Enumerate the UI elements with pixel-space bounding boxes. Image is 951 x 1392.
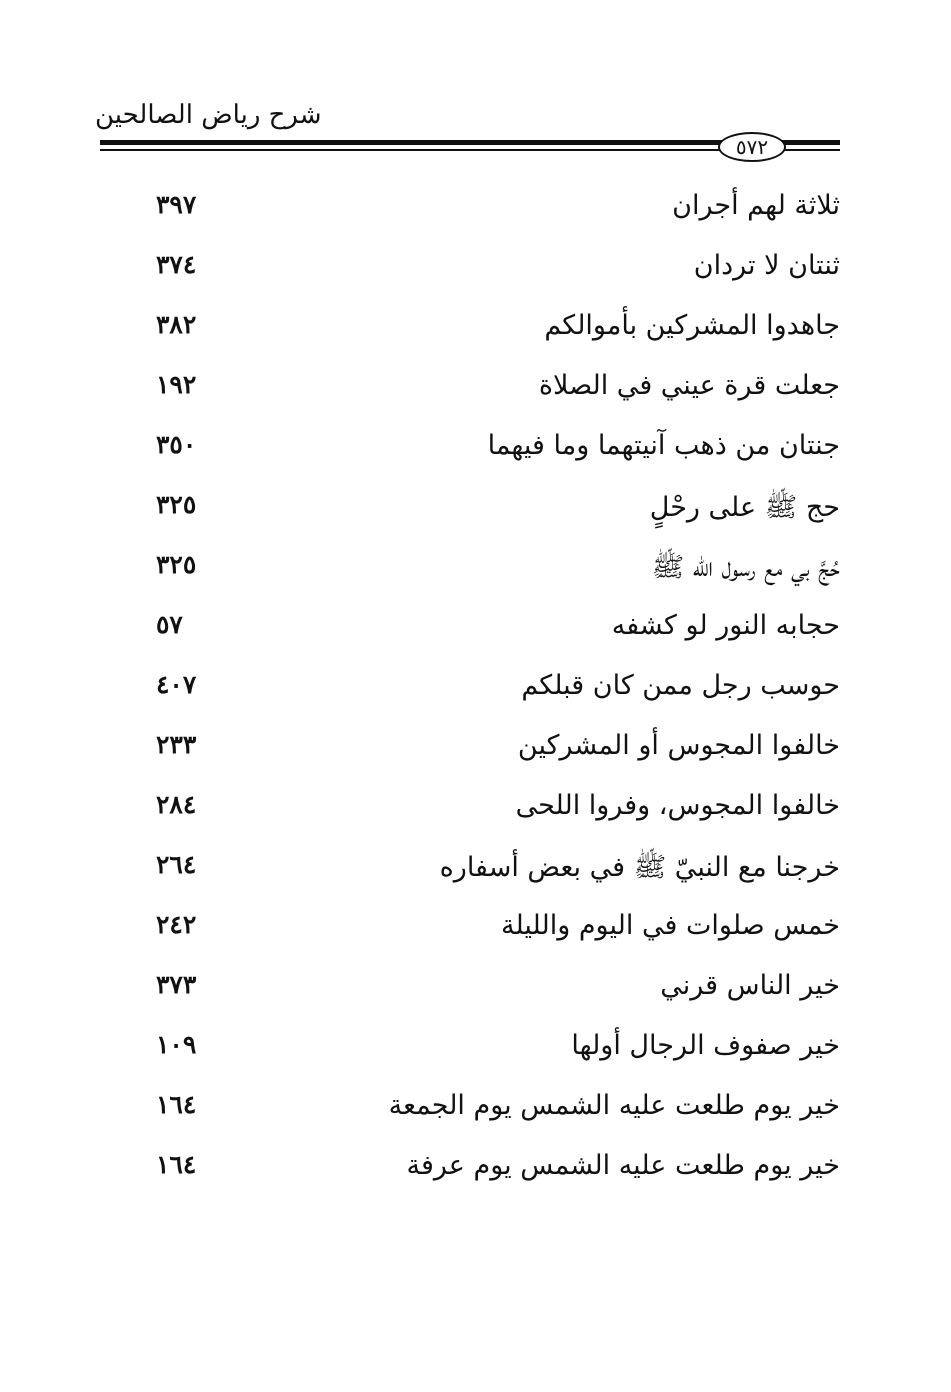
index-entry [140,1090,840,1134]
entry-page: ٣٧٣ [156,970,197,999]
index-entry [140,370,840,414]
entry-text: حجابه النور لو كشفه [611,610,840,641]
entry-text: حج ﷺ على رحْلٍ [649,492,840,523]
entry-page: ٣٢٥ [156,490,197,519]
entry-text: ثلاثة لهم أجران [672,190,840,221]
entry-text: خير صفوف الرجال أولها [571,1030,840,1061]
entry-page: ٥٧ [156,610,183,639]
entry-page: ١٠٩ [156,1030,197,1059]
entry-page: ٣٧٤ [156,250,197,279]
page-number: ٥٧٢ [735,135,769,159]
index-entry [140,910,840,954]
index-entry [140,790,840,834]
index-entry [140,550,840,594]
index-entry [140,1150,840,1194]
index-entry [140,190,840,234]
entry-text: خير الناس قرني [660,970,840,1001]
index-entry [140,670,840,714]
entry-page: ٢٨٤ [156,790,197,819]
entry-text: خمس صلوات في اليوم والليلة [500,910,840,941]
entry-text: خير يوم طلعت عليه الشمس يوم عرفة [406,1150,840,1181]
index-entry [140,490,840,534]
entry-text: ثنتان لا تردان [693,250,840,281]
entry-page: ٣٩٧ [156,190,197,219]
index-entry [140,850,840,894]
entry-page: ٣٥٠ [156,430,197,459]
index-entry [140,430,840,474]
index-entry [140,1030,840,1074]
entry-page: ٢٣٣ [156,730,197,759]
entry-text: خير يوم طلعت عليه الشمس يوم الجمعة [388,1090,840,1121]
entry-page: ٣٢٥ [156,550,197,579]
index-entry [140,730,840,774]
entry-text: جعلت قرة عيني في الصلاة [538,370,840,401]
entry-page: ٢٦٤ [156,850,197,879]
entry-text: جنتان من ذهب آنيتهما وما فيهما [487,430,840,461]
index-entry [140,970,840,1014]
entry-page: ٤٠٧ [156,670,197,699]
book-title: شرح رياض الصالحين [95,100,322,130]
entry-page: ٢٤٢ [156,910,197,939]
page-number-badge [718,132,786,162]
entry-text: خالفوا المجوس، وفروا اللحى [515,790,840,821]
entry-text: خرجنا مع النبيّ ﷺ في بعض أسفاره [439,852,840,883]
entry-page: ٣٨٢ [156,310,197,339]
index-entry [140,310,840,354]
entry-text: حوسب رجل ممن كان قبلكم [521,670,840,701]
index-entry [140,610,840,654]
entry-text: جاهدوا المشركين بأموالكم [544,310,840,341]
entry-page: ١٦٤ [156,1150,197,1179]
index-entry [140,250,840,294]
entry-page: ١٩٢ [156,370,197,399]
entry-text: حُجَّ بي مع رسول الله ﷺ [651,552,840,583]
entry-text: خالفوا المجوس أو المشركين [517,730,840,761]
entry-page: ١٦٤ [156,1090,197,1119]
